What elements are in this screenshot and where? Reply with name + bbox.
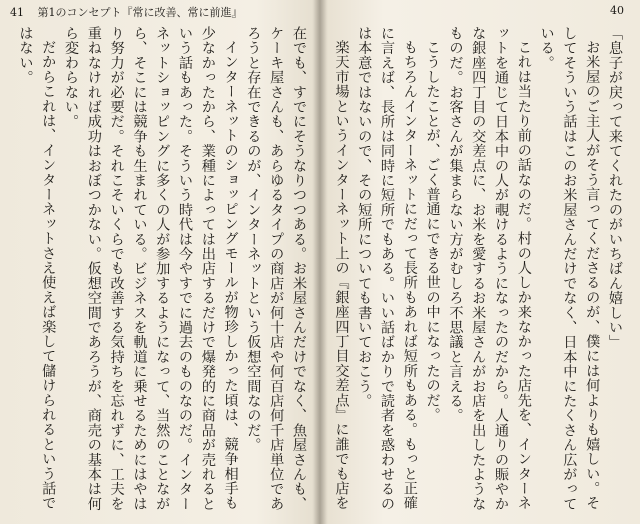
left-page [0,0,318,524]
paragraph: これは当たり前の話なのだ。村の人しか来なかった店先を、インターネットを通じて日本中の人が覗けるようになったのだから。人通りの賑やかな銀座四丁目の交差点に、お米を愛するお米屋さんがお店を出したようなものだ。お客さんが集まらない方がむしろ不思議と言える。 [447,26,532,512]
left-page-body [14,26,310,514]
left-page-number: 41 [10,6,24,19]
paragraph: 在でも、すでにそうなりつつある。お米屋さんだけでなく、魚屋さんも、ケーキ屋さんも、あらゆるタイプの商店が何十店や何百店何千店単位であろうと存在できるのが、インターネットという仮想空間なのだ。 [245,26,307,512]
paragraph: こうしたことが、ごく普通にできる世の中になったのだ。 [424,40,441,423]
paragraph: お米屋のご主人がそう言ってくださるのが、僕には何よりも嬉しい。そしてそういう話はこのお米屋さんだけでなく、日本中にたくさん広がっている。 [538,26,601,512]
right-page-body [330,26,626,514]
paragraph: 楽天市場というインターネット上の『銀座四丁目交差点』に誰でも店を [333,40,350,511]
right-page-number: 40 [610,4,624,17]
paragraph: インターネットのショッピングモールが物珍しかった頃は、競争相手も少なかったから、業種によっては出店するだけで爆発的に商品が売れるという話もあった。そういう時代は今やすでに過去のものなのだ。インターネットショッピングに多くの人が参加するようになって、当然のことながら、そこには競争も生まれている。ビジネスを軌道に乗せるためにはやはり努力が必要だ。それこそいくらでも改善する気持ちを忘れずに、工夫を重ねなければ成功はおぼつかない。仮想空間であろうが、商売の基本は何ら変わらない。 [63,26,239,512]
paragraph: もちろんインターネットにだって長所もあれば短所もある。もっと正確に言えば、長所は同時に短所でもある。いい話ばかりで読者を惑わせるのは本意ではないので、その短所についても書いておこう。 [356,26,418,512]
paragraph: だからこれは、インターネットさえ使えば楽して儲けられるという話ではない。 [17,26,57,511]
paragraph: 「息子が戻って来てくれたのがいちばん嬉しい」 [607,26,623,350]
left-page-header [10,4,243,20]
running-header: 第1のコンセプト『常に改善、常に前進』 [37,6,243,19]
right-page [322,0,640,524]
